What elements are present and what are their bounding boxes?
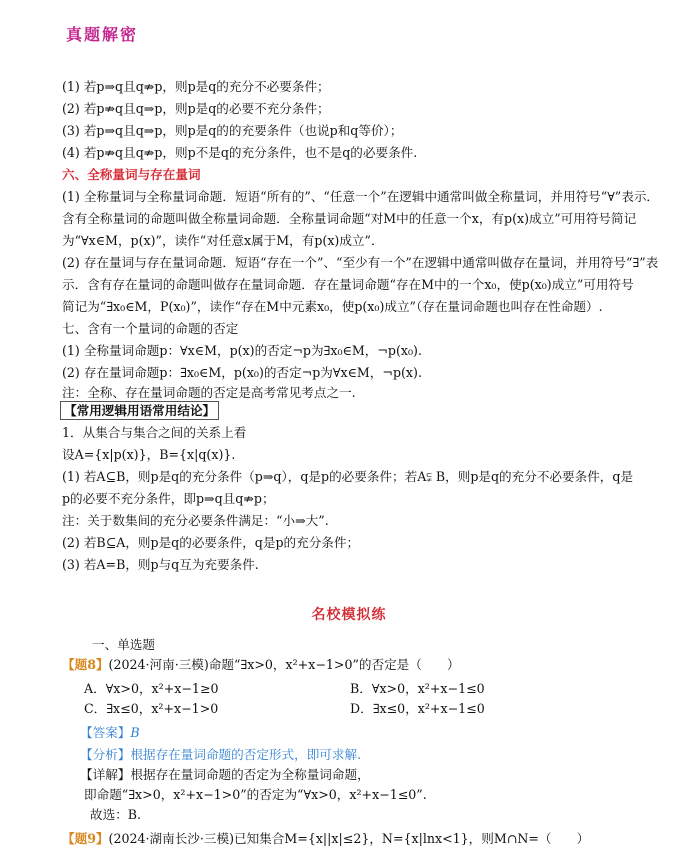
answer-value: B: [130, 725, 140, 740]
conclusion-line: (1) 若A⊆B，则p是q的充分条件（p⇒q），q是p的必要条件；若A⫋ B，则p是q的充分不必要条件，q是: [62, 469, 634, 484]
brand-title: 真题解密: [66, 25, 139, 44]
conclusion-line: 1．从集合与集合之间的关系上看: [62, 425, 247, 440]
analysis-tag: 【分析】: [80, 747, 131, 762]
conclusion-line: 注：关于数集间的充分必要条件满足：“小⇒大”.: [62, 513, 329, 528]
section-6-line: 简记为“∃x₀∈M，P(x₀)”，读作“存在M中元素x₀，使p(x₀)成立”（存在量词命题也叫存在性命题）.: [62, 299, 603, 314]
option-a: A．∀x>0，x²+x−1≥0: [84, 681, 219, 696]
analysis-line: [80, 746, 361, 764]
conclusion-line: p的必要不充分条件，即p⇒q且q⇏p；: [62, 491, 275, 506]
analysis-text: 根据存在量词命题的否定形式，即可求解.: [130, 747, 362, 762]
section-6-line: (2) 存在量词与存在量词命题．短语“存在一个”、“至少有一个”在逻辑中通常叫做存在量词，并用符号“∃”表: [62, 255, 659, 270]
detail-text: 根据存在量词命题的否定为全称量词命题，: [130, 767, 370, 782]
option-d: D．∃x≤0，x²+x−1≤0: [350, 701, 485, 716]
section-7-note: 注：全称、存在量词命题的否定是高考常见考点之一.: [62, 385, 356, 400]
question-tag: 【题8】: [62, 657, 109, 672]
section-6-line: (1) 全称量词与全称量词命题．短语“所有的”、“任意一个”在逻辑中通常叫做全称量词，并用符号“∀”表示．: [62, 189, 660, 204]
conclusion-line: 设A={x|p(x)}，B={x|q(x)}.: [62, 447, 236, 462]
condition-3: (3) 若p⇒q且q⇒p，则p是q的的充要条件（也说p和q等价）；: [62, 123, 403, 138]
question-8: [62, 656, 460, 674]
answer-tag: 【答案】: [80, 725, 131, 740]
question-tag: 【题9】: [62, 831, 109, 846]
condition-2: (2) 若p⇏q且q⇒p，则p是q的必要不充分条件；: [62, 101, 330, 116]
detail-tag: 【详解】: [80, 767, 131, 782]
section-6-heading: 六、全称量词与存在量词: [62, 167, 201, 182]
conclusion-line: (2) 若B⊆A，则p是q的必要条件，q是p的充分条件；: [62, 535, 360, 550]
question-text: (2024·河南·三模)命题“∃x>0，x²+x−1>0”的否定是（ ）: [108, 657, 460, 672]
section-7-line: (2) 存在量词命题p：∃x₀∈M，p(x₀)的否定¬p为∀x∈M，¬p(x).: [62, 365, 422, 380]
section-6-line: 示．含有存在量词的命题叫做存在量词命题．存在量词命题“存在M中的一个x₀，使p(x₀)成立”可用符号: [62, 277, 634, 292]
option-c: C．∃x≤0，x²+x−1>0: [84, 701, 219, 716]
question-9: [62, 830, 589, 848]
choose-line: 故选：B.: [90, 807, 142, 822]
single-choice-heading: 一、单选题: [92, 637, 155, 652]
detail-line: [80, 766, 370, 784]
practice-title: 名校模拟练: [311, 607, 387, 623]
section-6-line: 为“∀x∈M，p(x)”，读作“对任意x属于M，有p(x)成立”．: [62, 233, 384, 248]
condition-1: (1) 若p⇒q且q⇏p，则p是q的充分不必要条件；: [62, 79, 330, 94]
condition-4: (4) 若p⇏q且q⇏p，则p不是q的充分条件，也不是q的必要条件.: [62, 145, 418, 160]
section-7-heading: 七、含有一个量词的命题的否定: [62, 321, 239, 336]
conclusion-line: (3) 若A=B，则p与q互为充要条件.: [62, 557, 259, 572]
answer-line: [80, 724, 140, 742]
question-text: (2024·湖南长沙·三模)已知集合M={x||x|≤2}，N={x|lnx<1}，则M∩N=（ ）: [108, 831, 590, 846]
conclusions-heading: 【常用逻辑用语常用结论】: [60, 401, 219, 420]
option-b: B．∀x>0，x²+x−1≤0: [350, 681, 485, 696]
detail-line-2: 即命题“∃x>0，x²+x−1>0”的否定为“∀x>0，x²+x−1≤0”.: [84, 787, 427, 802]
section-6-line: 含有全称量词的命题叫做全称量词命题．全称量词命题“对M中的任意一个x，有p(x)成立”可用符号简记: [62, 211, 637, 226]
section-7-line: (1) 全称量词命题p：∀x∈M，p(x)的否定¬p为∃x₀∈M，¬p(x₀).: [62, 343, 422, 358]
